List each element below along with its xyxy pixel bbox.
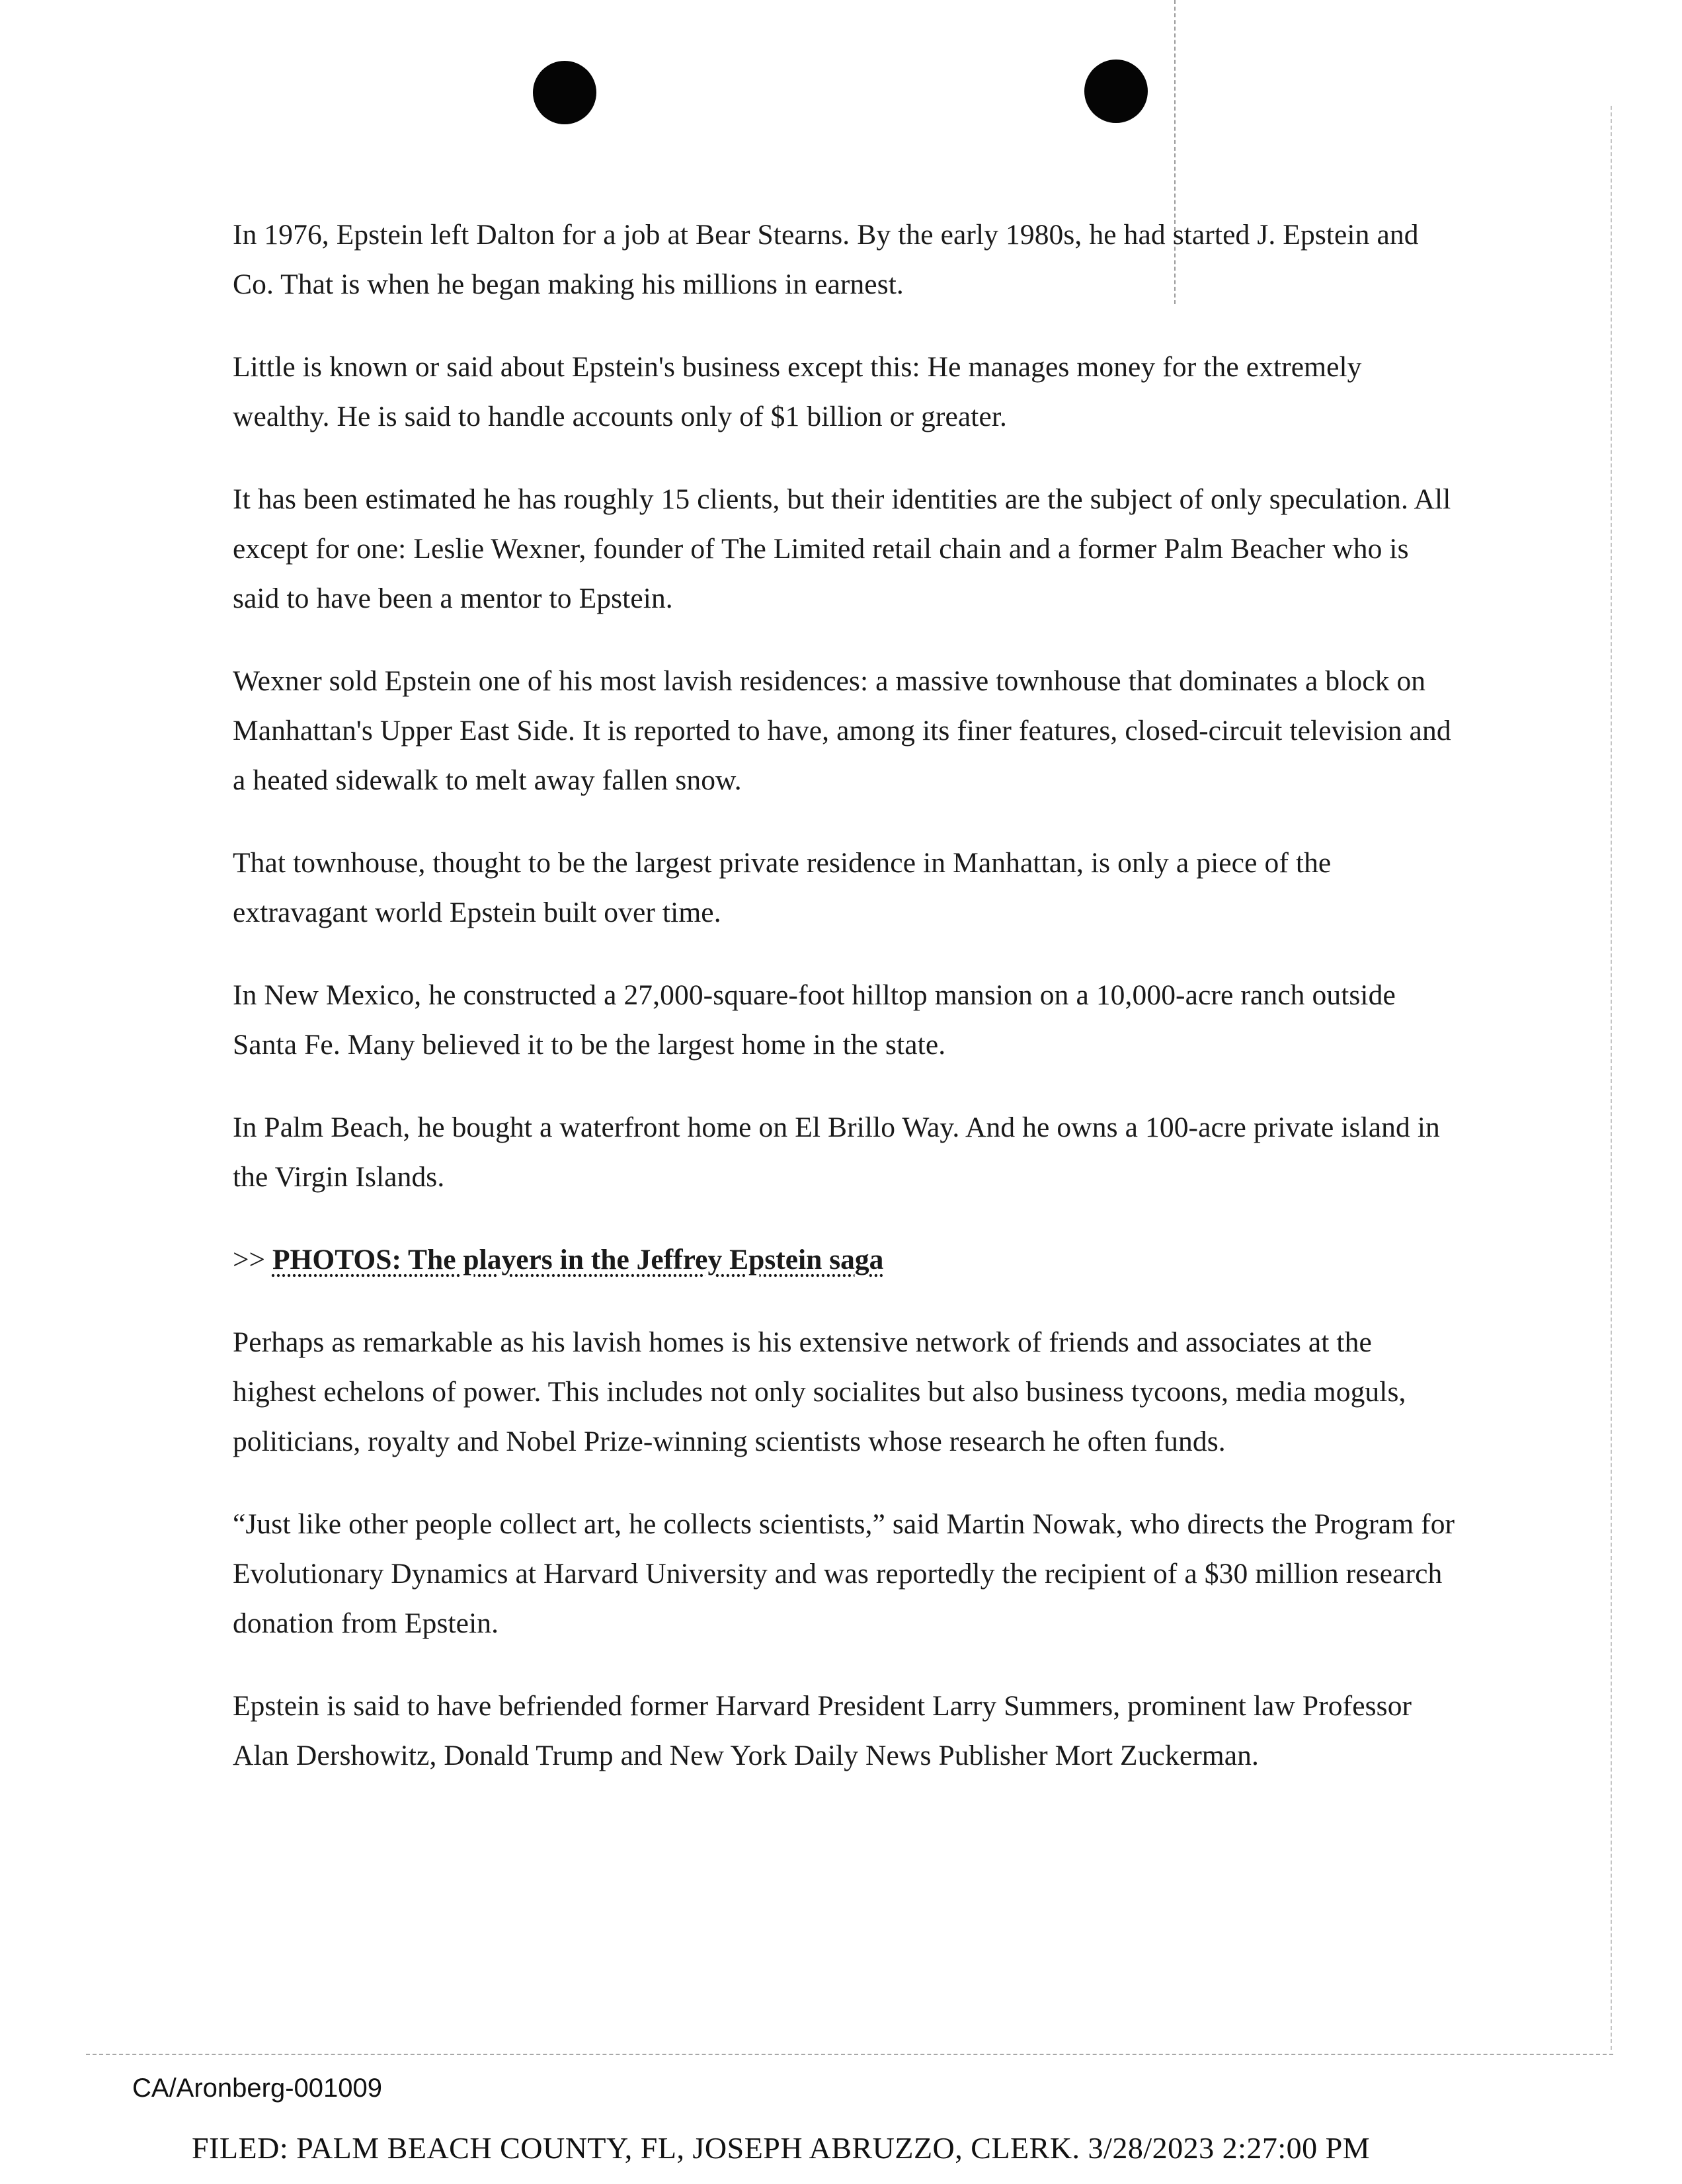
paragraph-new-mexico: In New Mexico, he constructed a 27,000-square-foot hilltop mansion on a 10,000-acre ranch outside Santa Fe. Many believed it to be the largest home in the state. — [233, 979, 1396, 1061]
paragraph-business: Little is known or said about Epstein's business except this: He manages money for the extremely wealthy. He is said to handle accounts only of $1 billion or greater. — [233, 351, 1362, 432]
paragraph-largest-residence: That townhouse, thought to be the largest private residence in Manhattan, is only a piece of the extravagant world Epstein built over time. — [233, 847, 1332, 928]
photos-link-prefix: >> — [233, 1244, 266, 1275]
paragraph-clients: It has been estimated he has roughly 15 clients, but their identities are the subject of only speculation. All except for one: Leslie Wexner, founder of The Limited retail chain and a former Palm Beacher who is said to have been a mentor to Epstein. — [233, 483, 1451, 614]
paragraph-townhouse: Wexner sold Epstein one of his most lavish residences: a massive townhouse that dominates a block on Manhattan's Upper East Side. It is reported to have, among its finer features, closed-circuit television and a heated sidewalk to melt away fallen snow. — [233, 665, 1451, 796]
paragraph-career: In 1976, Epstein left Dalton for a job at Bear Stearns. By the early 1980s, he had started J. Epstein and Co. That is when he began making his millions in earnest. — [233, 219, 1419, 300]
article-body — [233, 210, 1462, 1814]
punch-hole-right — [1084, 60, 1148, 123]
filed-stamp: FILED: PALM BEACH COUNTY, FL, JOSEPH ABRUZZO, CLERK. 3/28/2023 2:27:00 PM — [192, 2131, 1371, 2165]
paragraph-befriended: Epstein is said to have befriended former Harvard President Larry Summers, prominent law Professor Alan Dershowitz, Donald Trump and New York Daily News Publisher Mort Zuckerman. — [233, 1690, 1412, 1771]
bates-number: CA/Aronberg-001009 — [132, 2074, 383, 2103]
scan-artifact-bottom-rule — [86, 2054, 1613, 2055]
paragraph-network: Perhaps as remarkable as his lavish homes is his extensive network of friends and associates at the highest echelons of power. This includes not only socialites but also business tycoons, media moguls, politicians, royalty and Nobel Prize-winning scientists whose research he often funds. — [233, 1326, 1406, 1457]
photos-link[interactable]: PHOTOS: The players in the Jeffrey Epstein saga — [272, 1244, 884, 1275]
paragraph-nowak-quote: “Just like other people collect art, he collects scientists,” said Martin Nowak, who directs the Program for Evolutionary Dynamics at Harvard University and was reportedly the recipient of a $30 million research donation from Epstein. — [233, 1508, 1455, 1639]
photos-link-line — [233, 1235, 1462, 1285]
punch-hole-left — [533, 61, 596, 124]
scan-artifact-right-edge — [1611, 106, 1612, 2050]
paragraph-palm-beach: In Palm Beach, he bought a waterfront home on El Brillo Way. And he owns a 100-acre private island in the Virgin Islands. — [233, 1112, 1440, 1193]
